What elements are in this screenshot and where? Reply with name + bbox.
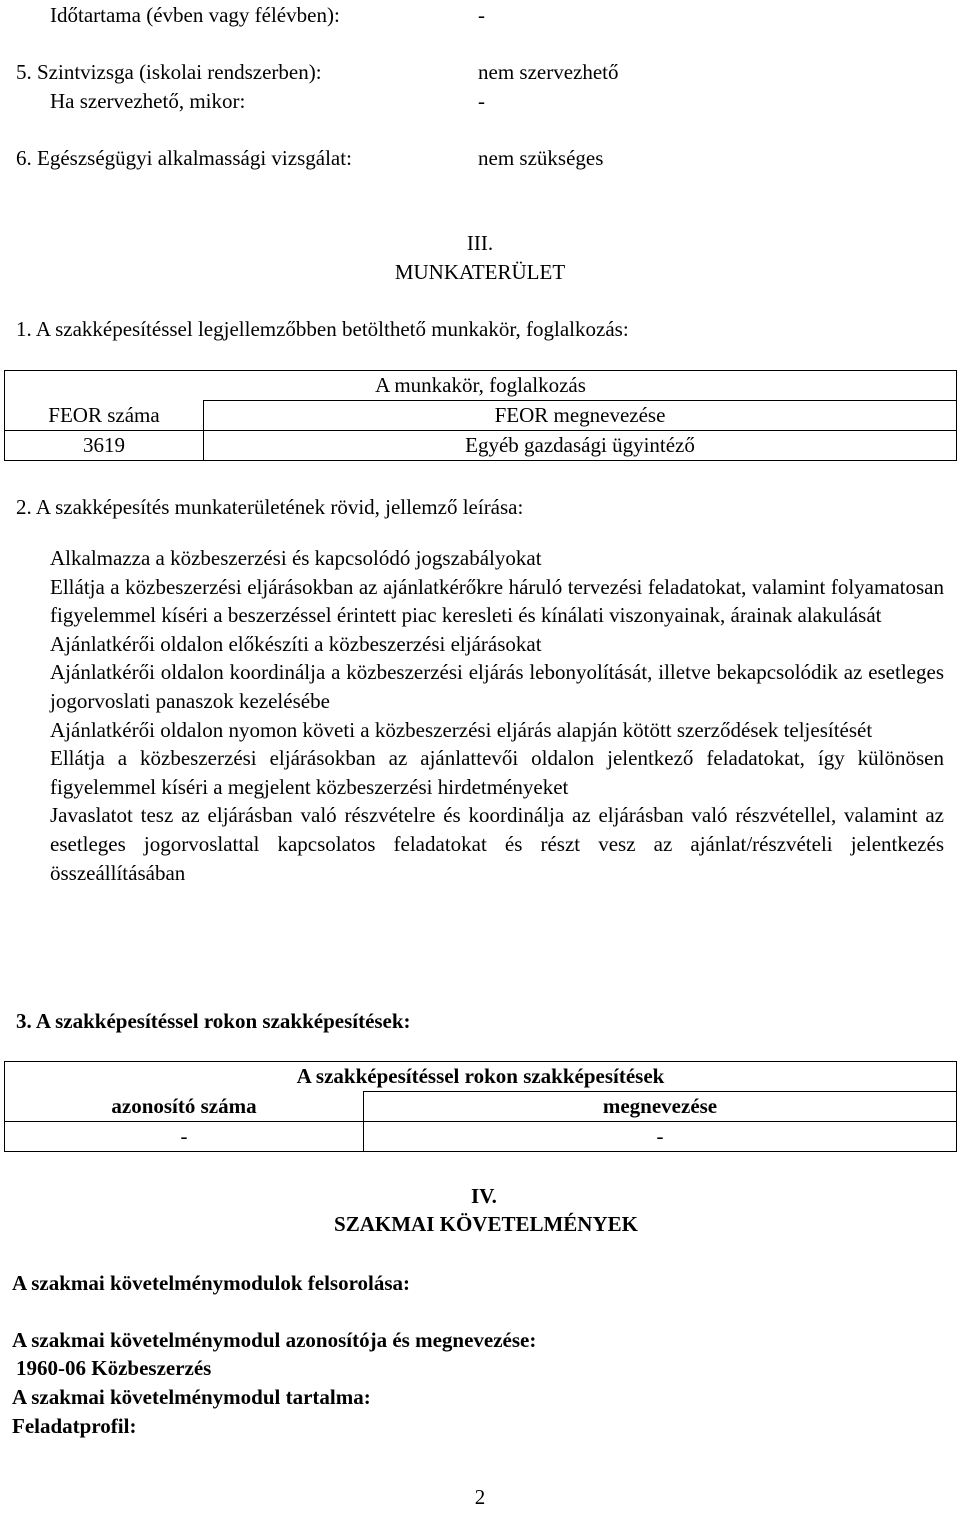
when-value: - <box>478 89 485 113</box>
item-3-heading: 3. A szakképesítéssel rokon szakképesítések: <box>16 1009 411 1033</box>
module-content-heading: A szakmai követelménymodul tartalma: <box>12 1385 371 1409</box>
description-paragraph: Ajánlatkérői oldalon koordinálja a közbeszerzési eljárás lebonyolítását, illetve bekapcsolódik az esetleges jogorvoslati panaszok kezelésébe <box>50 660 944 713</box>
description-paragraph: Ajánlatkérői oldalon nyomon követi a közbeszerzési eljárás alapján kötött szerződések teljesítését <box>50 717 873 742</box>
section-4-title: SZAKMAI KÖVETELMÉNYEK <box>334 1212 638 1236</box>
description-paragraph: Ellátja a közbeszerzési eljárásokban az ajánlatkérőkre háruló tervezési feladatokat, valamint folyamatosan figyelemmel kíséri a beszerzéssel érintett piac keresleti és kínálati viszonyainak, árainak alakulását <box>50 574 944 628</box>
description-paragraph: Javaslatot tesz az eljárásban való részvételre és koordinálja az eljárásban való részvétellel, valamint az esetleges jogorvoslattal kapcsolatos feladatokat és részt vesz az ajánlat/részvételi jelentkezés összeállításában <box>50 803 944 885</box>
related-name-header: megnevezése <box>364 1092 957 1122</box>
occupation-table-title: A munkakör, foglalkozás <box>5 371 957 401</box>
level-exam-value: nem szervezhető <box>478 60 619 84</box>
description-paragraph: Ajánlatkérői oldalon előkészíti a közbeszerzési eljárásokat <box>50 631 542 656</box>
item-2-heading: 2. A szakképesítés munkaterületének rövid, jellemző leírása: <box>16 495 524 519</box>
module-list-heading: A szakmai követelménymodulok felsorolása: <box>12 1271 411 1295</box>
occupation-table <box>4 370 957 461</box>
work-area-description <box>50 544 944 887</box>
related-qualifications-table <box>4 1061 957 1152</box>
feor-number-header: FEOR száma <box>5 401 204 431</box>
related-name-cell: - <box>364 1122 957 1152</box>
description-paragraph: Ellátja a közbeszerzési eljárásokban az ajánlattevői oldalon jelentkező feladatokat, így különösen figyelemmel kíséri a megjelent közbeszerzési hirdetményeket <box>50 746 944 799</box>
related-id-header: azonosító száma <box>5 1092 364 1122</box>
duration-value: - <box>478 3 485 27</box>
feor-number-cell: 3619 <box>5 431 204 461</box>
page-number: 2 <box>474 1485 486 1509</box>
health-exam-value: nem szükséges <box>478 146 604 170</box>
section-4-roman: IV. <box>471 1184 497 1208</box>
duration-label: Időtartama (évben vagy félévben): <box>50 3 340 27</box>
item-1-heading: 1. A szakképesítéssel legjellemzőbben betölthető munkakör, foglalkozás: <box>16 317 629 341</box>
health-exam-label: 6. Egészségügyi alkalmassági vizsgálat: <box>16 146 352 170</box>
section-3-title: MUNKATERÜLET <box>394 260 566 284</box>
module-id-heading: A szakmai követelménymodul azonosítója és megnevezése: <box>12 1328 537 1352</box>
task-profile-heading: Feladatprofil: <box>12 1414 137 1438</box>
related-table-title: A szakképesítéssel rokon szakképesítések <box>5 1062 957 1092</box>
feor-name-cell: Egyéb gazdasági ügyintéző <box>204 431 957 461</box>
feor-name-header: FEOR megnevezése <box>204 401 957 431</box>
level-exam-label: 5. Szintvizsga (iskolai rendszerben): <box>16 60 322 84</box>
description-paragraph: Alkalmazza a közbeszerzési és kapcsolódó jogszabályokat <box>50 546 542 570</box>
when-label: Ha szervezhető, mikor: <box>50 89 246 113</box>
related-id-cell: - <box>5 1122 364 1152</box>
section-3-roman: III. <box>466 231 494 255</box>
module-name: 1960-06 Közbeszerzés <box>16 1356 212 1380</box>
